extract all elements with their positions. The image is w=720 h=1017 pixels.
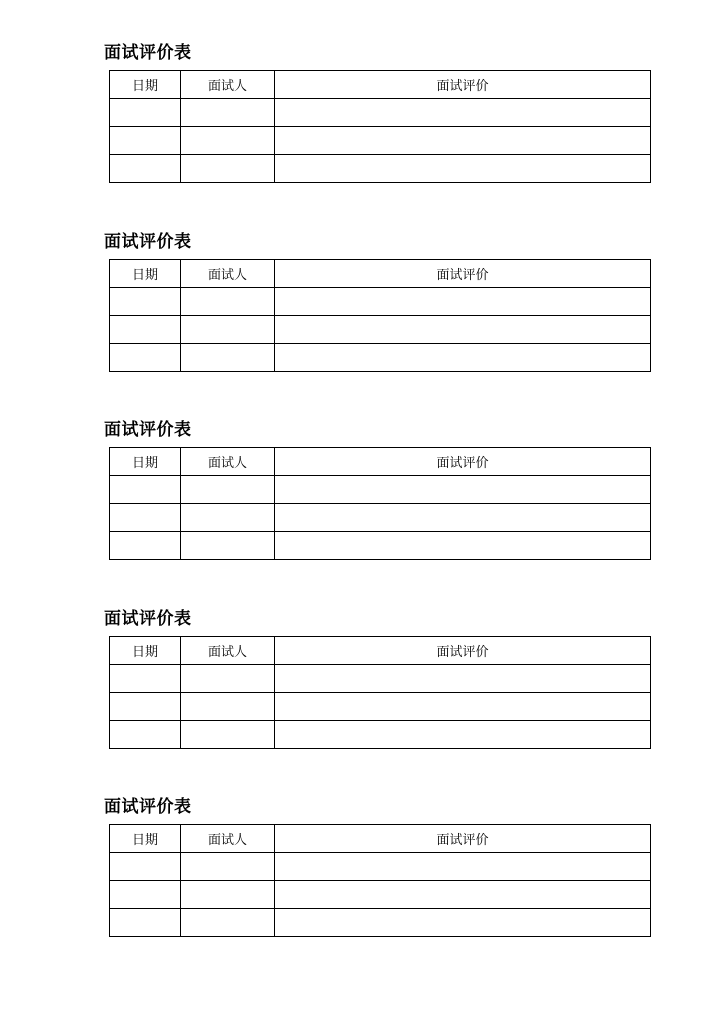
evaluation-cell[interactable] [275,693,651,721]
evaluation-form [104,419,650,560]
evaluation-table [109,824,651,937]
header-interviewer: 面试人 [181,71,275,99]
interviewer-cell[interactable] [181,476,275,504]
evaluation-cell[interactable] [275,665,651,693]
table-row [110,693,651,721]
date-cell[interactable] [110,721,181,749]
interviewer-cell[interactable] [181,155,275,183]
table-row [110,316,651,344]
interviewer-cell[interactable] [181,853,275,881]
interviewer-cell[interactable] [181,99,275,127]
header-interviewer: 面试人 [181,448,275,476]
header-row [110,448,651,476]
table-row [110,504,651,532]
table-row [110,909,651,937]
evaluation-cell[interactable] [275,532,651,560]
table-row [110,155,651,183]
date-cell[interactable] [110,288,181,316]
evaluation-form [104,42,650,183]
date-cell[interactable] [110,316,181,344]
date-cell[interactable] [110,853,181,881]
table-row [110,288,651,316]
date-cell[interactable] [110,909,181,937]
interviewer-cell[interactable] [181,504,275,532]
form-title: 面试评价表 [104,43,192,63]
interviewer-cell[interactable] [181,909,275,937]
date-cell[interactable] [110,127,181,155]
date-cell[interactable] [110,693,181,721]
header-evaluation: 面试评价 [275,71,651,99]
evaluation-cell[interactable] [275,504,651,532]
header-date: 日期 [110,825,181,853]
table-row [110,721,651,749]
date-cell[interactable] [110,155,181,183]
form-title: 面试评价表 [104,232,192,252]
table-row [110,881,651,909]
interviewer-cell[interactable] [181,665,275,693]
header-row [110,71,651,99]
evaluation-cell[interactable] [275,909,651,937]
table-row [110,853,651,881]
form-title: 面试评价表 [104,609,192,629]
header-date: 日期 [110,637,181,665]
evaluation-cell[interactable] [275,476,651,504]
form-title: 面试评价表 [104,797,192,817]
evaluation-cell[interactable] [275,721,651,749]
header-interviewer: 面试人 [181,260,275,288]
header-evaluation: 面试评价 [275,825,651,853]
date-cell[interactable] [110,344,181,372]
evaluation-table [109,636,651,749]
evaluation-table [109,259,651,372]
header-row [110,260,651,288]
evaluation-cell[interactable] [275,155,651,183]
table-row [110,344,651,372]
interviewer-cell[interactable] [181,693,275,721]
table-row [110,665,651,693]
header-row [110,637,651,665]
date-cell[interactable] [110,665,181,693]
evaluation-cell[interactable] [275,288,651,316]
interviewer-cell[interactable] [181,127,275,155]
interviewer-cell[interactable] [181,721,275,749]
evaluation-cell[interactable] [275,99,651,127]
date-cell[interactable] [110,99,181,127]
evaluation-cell[interactable] [275,316,651,344]
evaluation-table [109,447,651,560]
interviewer-cell[interactable] [181,344,275,372]
evaluation-form [104,608,650,749]
header-row [110,825,651,853]
evaluation-form [104,796,650,937]
header-evaluation: 面试评价 [275,260,651,288]
table-row [110,476,651,504]
interviewer-cell[interactable] [181,288,275,316]
evaluation-cell[interactable] [275,853,651,881]
header-date: 日期 [110,448,181,476]
form-title: 面试评价表 [104,420,192,440]
date-cell[interactable] [110,476,181,504]
table-row [110,127,651,155]
evaluation-cell[interactable] [275,881,651,909]
date-cell[interactable] [110,504,181,532]
header-interviewer: 面试人 [181,825,275,853]
date-cell[interactable] [110,532,181,560]
header-evaluation: 面试评价 [275,637,651,665]
evaluation-cell[interactable] [275,127,651,155]
interviewer-cell[interactable] [181,316,275,344]
interviewer-cell[interactable] [181,532,275,560]
date-cell[interactable] [110,881,181,909]
table-row [110,99,651,127]
header-date: 日期 [110,260,181,288]
interviewer-cell[interactable] [181,881,275,909]
evaluation-cell[interactable] [275,344,651,372]
header-date: 日期 [110,71,181,99]
header-interviewer: 面试人 [181,637,275,665]
evaluation-form [104,231,650,372]
header-evaluation: 面试评价 [275,448,651,476]
evaluation-table [109,70,651,183]
table-row [110,532,651,560]
